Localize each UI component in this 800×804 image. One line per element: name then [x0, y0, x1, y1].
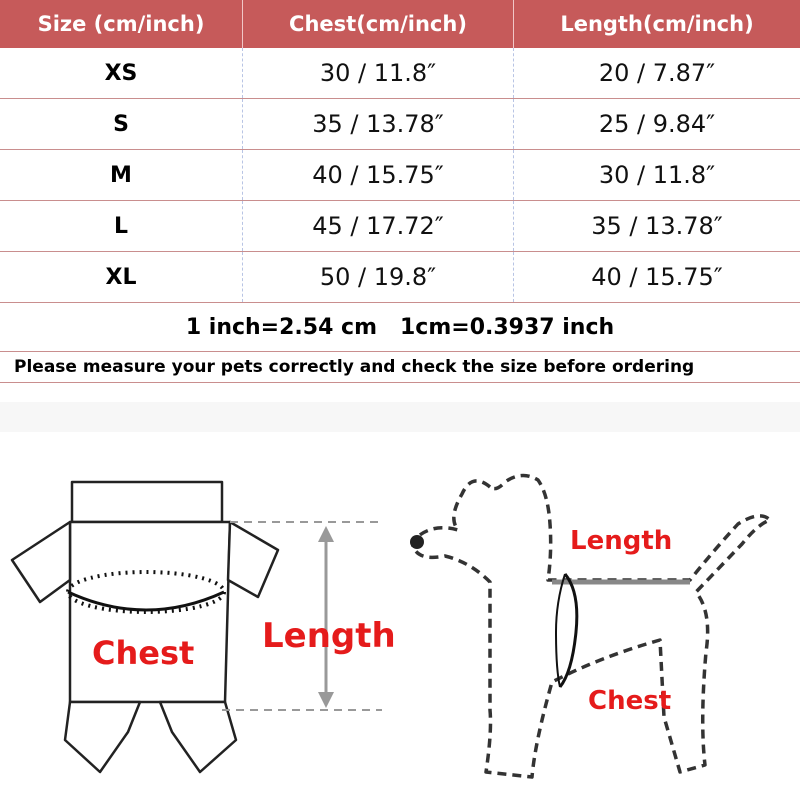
table-row [0, 48, 800, 99]
header-chest: Chest(cm/inch) [243, 0, 514, 48]
cell-length: 35 / 13.78″ [591, 212, 723, 240]
cell-length: 40 / 15.75″ [591, 263, 723, 291]
dog-length-label: Length [570, 526, 673, 556]
cell-length: 30 / 11.8″ [598, 161, 716, 189]
measurement-illustration [0, 432, 800, 800]
shirt-chest-label: Chest [92, 634, 195, 672]
dog-chest-label: Chest [588, 686, 672, 716]
shirt-length-label: Length [262, 616, 396, 656]
table-row [0, 252, 800, 303]
measurement-diagram [0, 432, 800, 800]
cell-chest: 30 / 11.8″ [243, 48, 514, 98]
measure-note: Please measure your pets correctly and check the size before ordering [0, 352, 800, 383]
header-size: Size (cm/inch) [0, 0, 243, 48]
unit-conversion-label: 1 inch=2.54 cm 1cm=0.3937 inch [185, 314, 615, 340]
dog-outline-icon [412, 475, 770, 777]
table-row [0, 99, 800, 150]
section-divider [0, 402, 800, 432]
shirt-outline-icon [12, 482, 278, 772]
cell-size: XL [0, 252, 243, 302]
cell-chest: 45 / 17.72″ [243, 201, 514, 251]
dog-nose-icon [410, 535, 424, 549]
unit-conversion-text [0, 303, 800, 352]
table-header-row [0, 0, 800, 48]
cell-chest: 35 / 13.78″ [243, 99, 514, 149]
table-row [0, 150, 800, 201]
cell-chest: 40 / 15.75″ [243, 150, 514, 200]
dog-chest-loop-back [556, 574, 565, 687]
header-length: Length(cm/inch) [560, 12, 754, 36]
cell-size: S [0, 99, 243, 149]
cell-length: 25 / 9.84″ [598, 110, 716, 138]
cell-length: 20 / 7.87″ [598, 59, 716, 87]
cell-chest: 50 / 19.8″ [243, 252, 514, 302]
cell-size: M [0, 150, 243, 200]
cell-size: L [0, 201, 243, 251]
cell-size: XS [0, 48, 243, 98]
size-chart-table [0, 0, 800, 383]
table-row [0, 201, 800, 252]
